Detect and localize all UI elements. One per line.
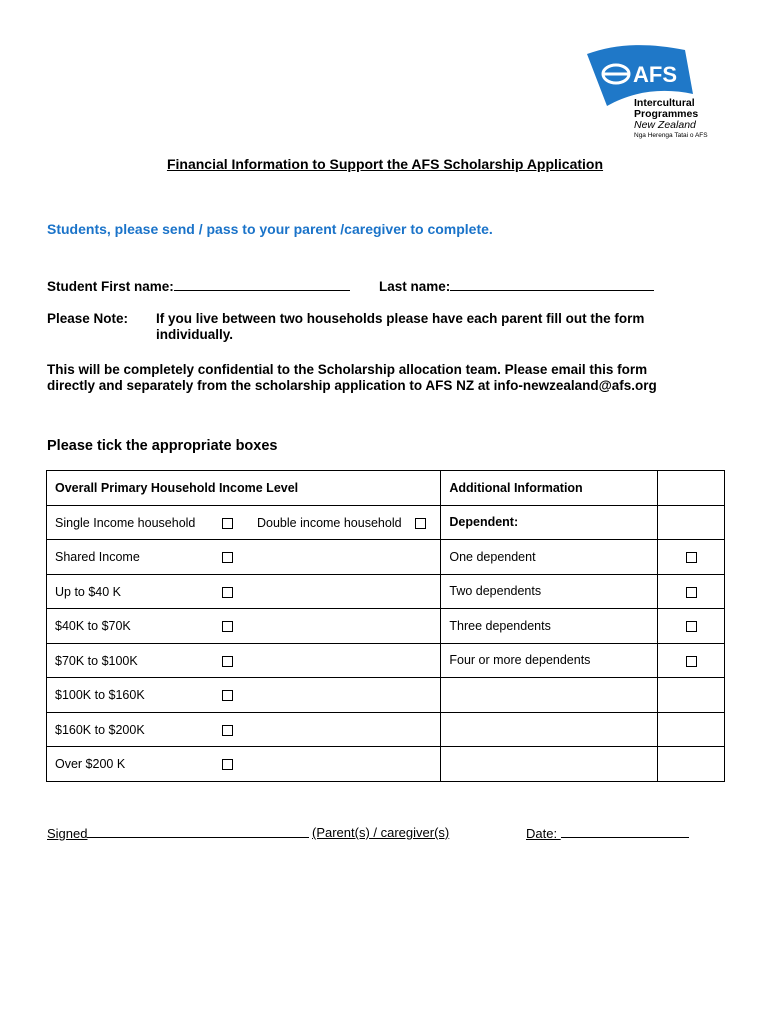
income-shared-checkbox[interactable] [222,552,233,563]
page-title: Financial Information to Support the AFS Scholarship Application [166,156,604,172]
income-shared-label: Shared Income [55,550,140,564]
income-40k-70k-checkbox[interactable] [222,621,233,632]
income-up-to-40k-checkbox[interactable] [222,587,233,598]
dependent-four-plus-checkbox[interactable] [686,656,697,667]
first-name-label: Student First name: [47,279,174,294]
first-name-field[interactable] [47,276,350,294]
please-note-text [156,311,716,343]
table-row [47,678,725,713]
income-header: Overall Primary Household Income Level [47,471,441,506]
double-income-label: Double income household [257,515,402,530]
logo-line-2: Programmes [634,108,699,120]
income-70k-100k-label: $70K to $100K [55,653,138,668]
table-header-row [47,471,725,506]
please-note-line-2: individually. [156,327,234,342]
last-name-line[interactable] [450,276,654,291]
table-row [47,747,725,782]
dependent-four-plus-label: Four or more dependents [449,653,591,668]
single-income-label: Single Income household [55,515,196,530]
income-over-200k-checkbox[interactable] [222,759,233,770]
dependent-one-checkbox[interactable] [686,552,697,563]
dependent-two-checkbox[interactable] [686,587,697,598]
income-over-200k-label: Over $200 K [55,757,126,771]
last-name-field[interactable] [379,276,654,294]
table-row [47,712,725,747]
afs-brand-text: AFS [633,62,677,87]
please-note-line-1: If you live between two households please have each parent fill out the form [156,311,645,326]
income-40k-70k-label: $40K to $70K [55,619,131,633]
first-name-line[interactable] [174,276,350,291]
date-label: Date: [526,826,561,841]
table-row [47,540,725,575]
dependent-two-label: Two dependents [449,584,542,599]
confidential-line-1: This will be completely confidential to the Scholarship allocation team. Please email this form [47,362,648,377]
signature-field[interactable] [47,825,309,841]
tick-heading: Please tick the appropriate boxes [47,438,278,454]
table-row [47,574,725,609]
table-row [47,505,725,540]
students-instruction: Students, please send / pass to your parent /caregiver to complete. [47,221,493,237]
income-up-to-40k-label: Up to $40 K [55,584,122,599]
dependent-three-checkbox[interactable] [686,621,697,632]
signed-label: Signed [47,826,88,841]
household-type-cell [47,505,441,540]
confidential-line-2: directly and separately from the scholarship application to AFS NZ at info-newzealand@afs.org [47,378,657,393]
confidential-paragraph [47,362,747,394]
logo-line-3: New Zealand [634,119,696,131]
income-100k-160k-label: $100K to $160K [55,688,145,702]
dependent-label: Dependent: [449,515,519,530]
income-160k-200k-checkbox[interactable] [222,725,233,736]
table-row [47,643,725,678]
logo-line-4: Nga Herenga Tatai o AFS [634,132,708,139]
blank-cell [658,505,725,540]
signature-line[interactable] [87,825,309,838]
financial-table [46,470,725,782]
table-row [47,609,725,644]
additional-header: Additional Information [441,471,658,506]
income-160k-200k-label: $160K to $200K [55,722,145,737]
date-field[interactable] [526,825,689,841]
last-name-label: Last name: [379,279,451,294]
logo-line-1: Intercultural [634,97,695,109]
date-line[interactable] [561,825,689,838]
header-blank-cell [658,471,725,506]
single-income-checkbox[interactable] [222,518,233,529]
dependent-three-label: Three dependents [449,618,551,633]
dependent-one-label: One dependent [449,549,536,564]
income-70k-100k-checkbox[interactable] [222,656,233,667]
parent-caregiver-label: (Parent(s) / caregiver(s) [312,825,450,840]
please-note-label: Please Note: [47,311,129,326]
income-100k-160k-checkbox[interactable] [222,690,233,701]
logo-caption [634,98,708,140]
double-income-checkbox[interactable] [415,518,426,529]
dependent-label-cell [441,505,658,540]
